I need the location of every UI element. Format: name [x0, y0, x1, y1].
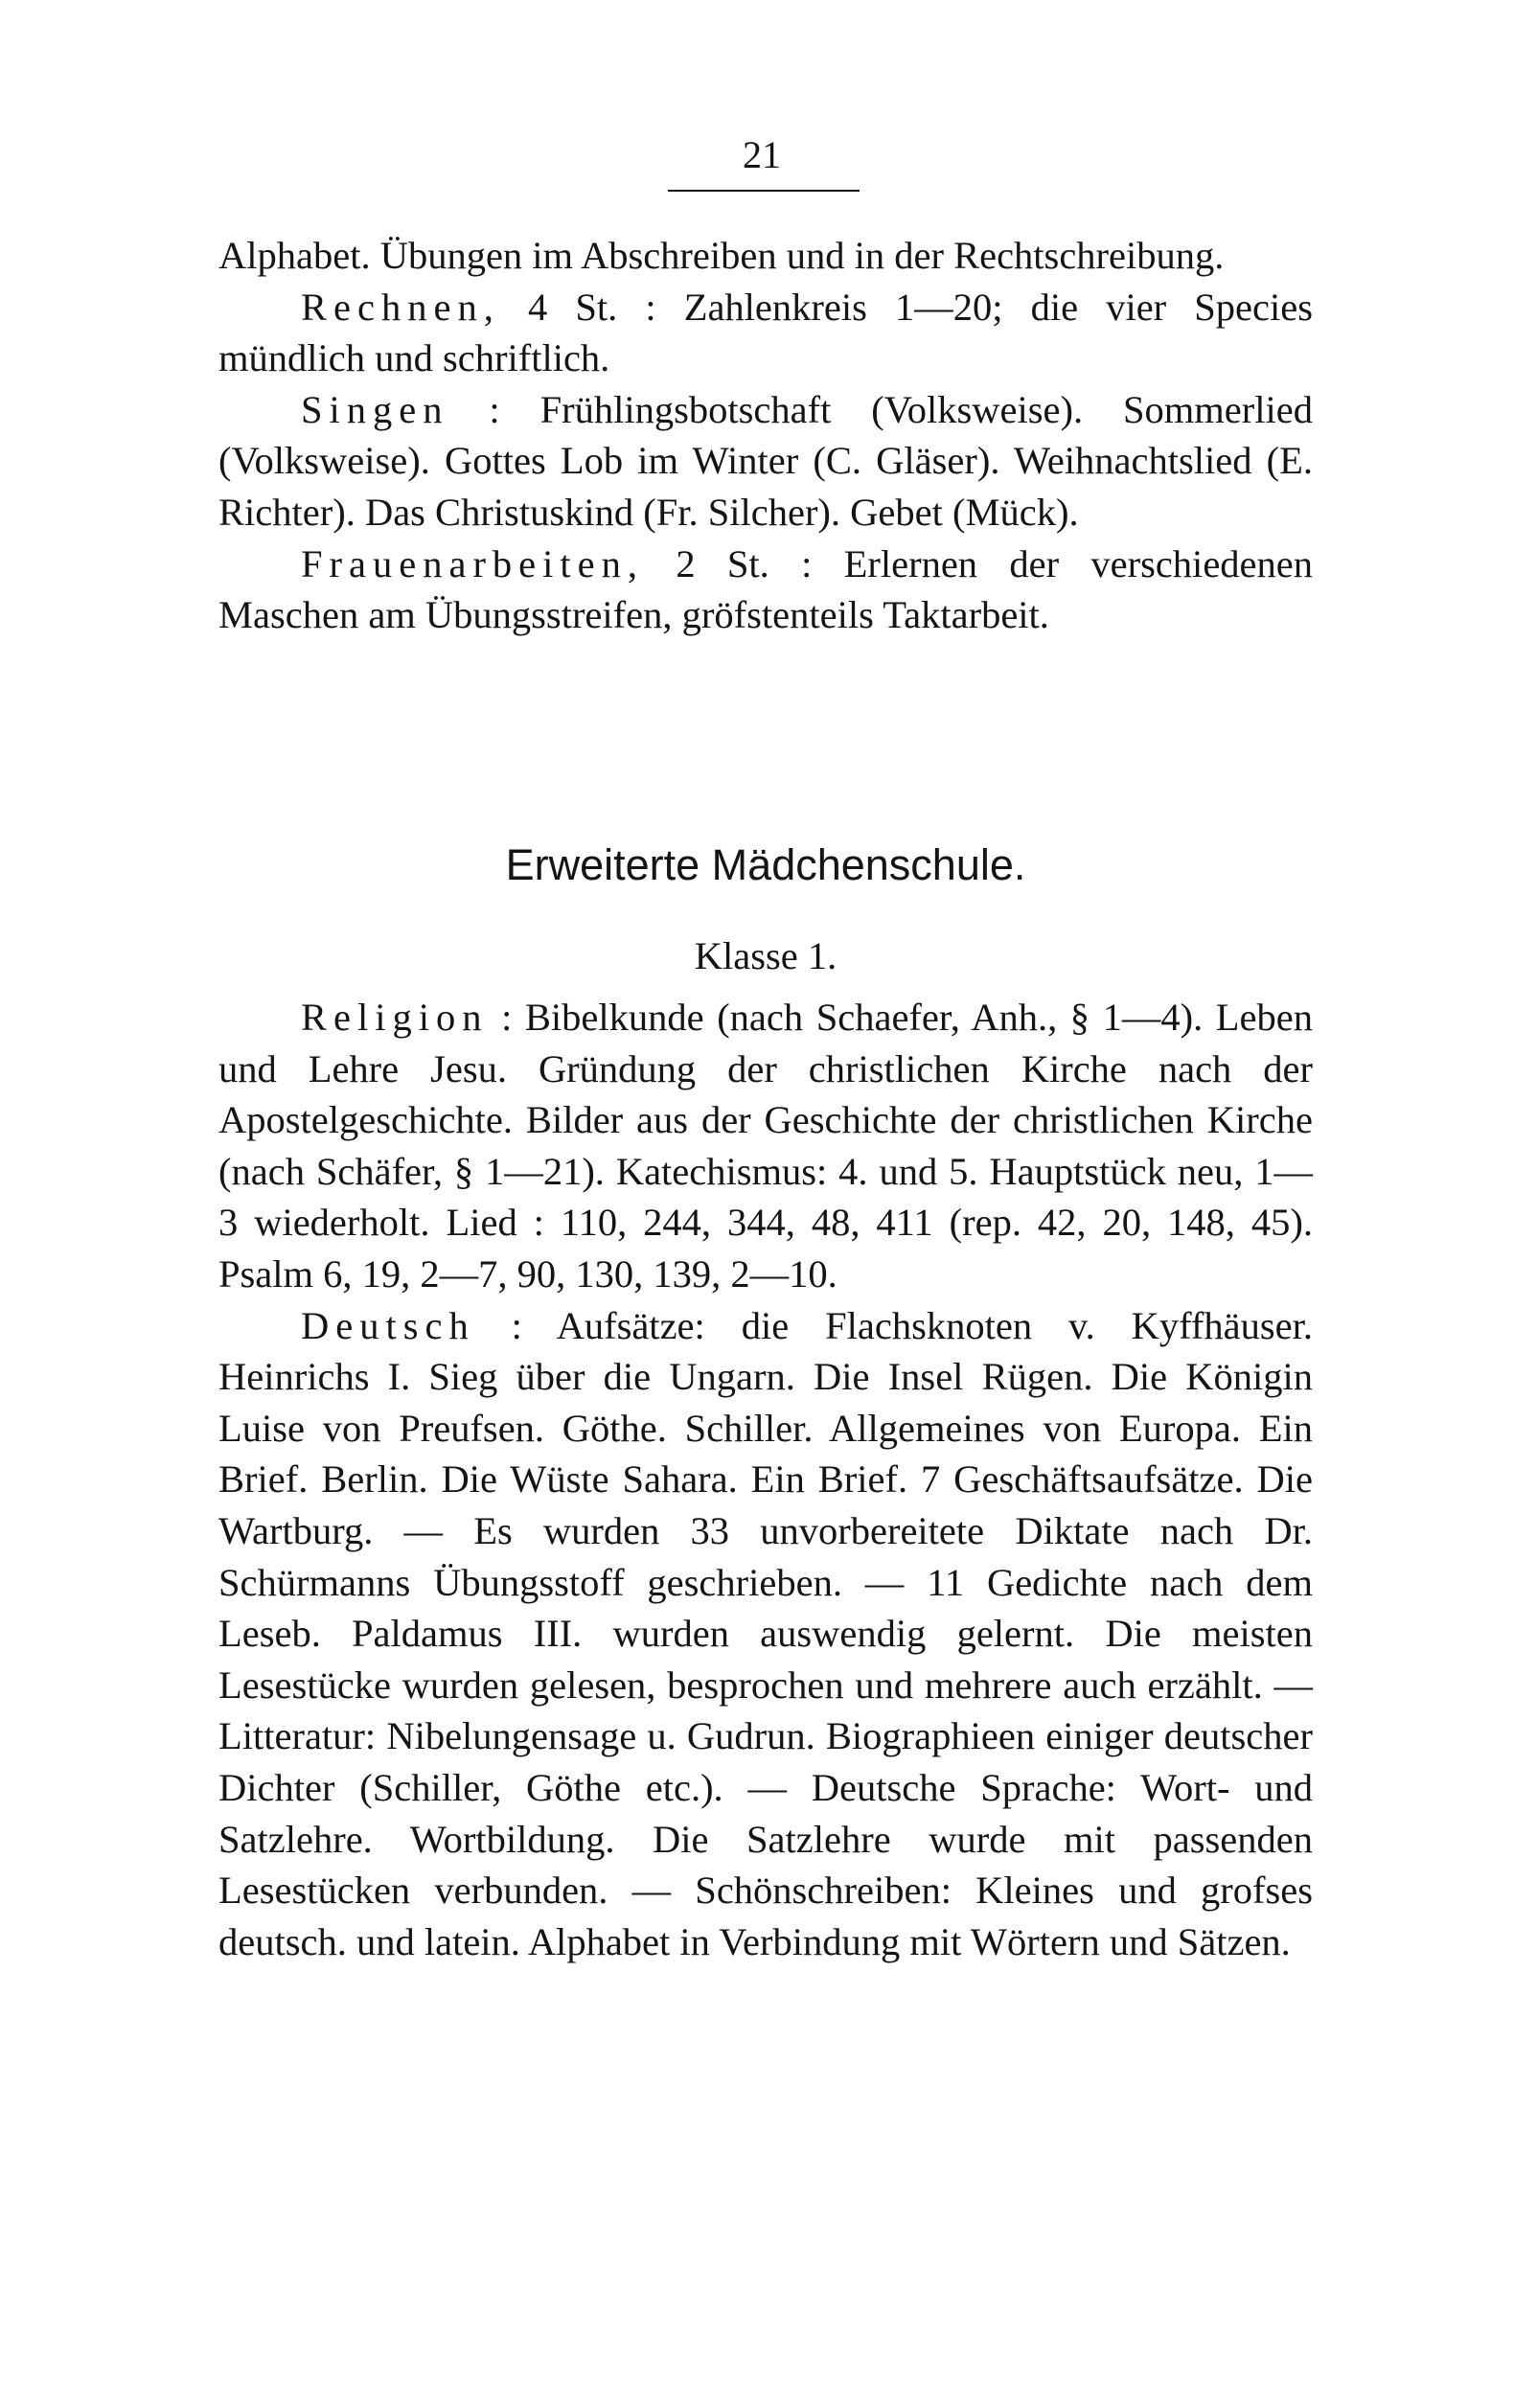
subject-label: Singen — [301, 387, 449, 431]
paragraph-alphabet: Alphabet. Übungen im Abschreiben und in der Rechtschreibung. — [218, 234, 1225, 277]
section-one-text — [218, 230, 1313, 641]
class-subheading: Klasse 1. — [694, 934, 837, 977]
section-two-text — [218, 992, 1313, 1967]
paragraph-singen: Singen : Frühlingsbotschaft (Volksweise). Sommerlied (Volksweise). Gottes Lob im Winter (C. Gläser). Weihnachtslied (E. Richter). Das Christuskind (Fr. Silcher). Gebet (Mück). — [218, 387, 1313, 534]
subject-label: Rechnen, — [301, 285, 500, 329]
paragraph-religion: Religion : Bibelkunde (nach Schaefer, Anh., § 1—4). Leben und Lehre Jesu. Gründung der christlichen Kirche nach der Apostelgeschichte. Bilder aus der Geschichte der christlichen Kirche (nach Schäfer, § 1—21). Katechismus: 4. und 5. Hauptstück neu, 1—3 wiederholt. Lied : 110, 244, 344, 48, 411 (rep. 42, 20, 148, 45). Psalm 6, 19, 2—7, 90, 130, 139, 2—10. — [218, 996, 1313, 1296]
paragraph-rechnen: Rechnen, 4 St. : Zahlenkreis 1—20; die vier Species mündlich und schriftlich. — [218, 285, 1313, 380]
page-number: 21 — [743, 133, 781, 176]
paragraph-deutsch: Deutsch : Aufsätze: die Flachsknoten v. Kyffhäuser. Heinrichs I. Sieg über die Ungarn. Die Insel Rügen. Die Königin Luise von Preufsen. Göthe. Schiller. Allgemeines von Europa. Ein Brief. Berlin. Die Wüste Sahara. Ein Brief. 7 Geschäftsaufsätze. Die Wartburg. — Es wurden 33 unvorbereitete Diktate nach Dr. Schürmanns Übungsstoff geschrieben. — 11 Gedichte nach dem Leseb. Paldamus III. wurden auswendig gelernt. Die meisten Lesestücke wurden gelesen, besprochen und mehrere auch erzählt. — Litteratur: Nibelungensage u. Gudrun. Biographieen einiger deutscher Dichter (Schiller, Göthe etc.). — Deutsche Sprache: Wort- und Satzlehre. Wortbildung. Die Satzlehre wurde mit passenden Lesestücken verbunden. — Schönschreiben: Kleines und grofses deutsch. und latein. Alphabet in Verbindung mit Wörtern und Sätzen. — [218, 1303, 1313, 1963]
subject-label: Frauenarbeiten, — [301, 541, 645, 585]
paragraph-frauenarbeiten: Frauenarbeiten, 2 St. : Erlernen der verschiedenen Maschen am Übungsstreifen, gröfstenteils Taktarbeit. — [218, 541, 1313, 637]
page-number-rule — [668, 190, 860, 192]
subject-label: Religion — [301, 996, 489, 1039]
section-heading: Erweiterte Mädchenschule. — [505, 840, 1026, 889]
subject-label: Deutsch — [301, 1303, 475, 1347]
